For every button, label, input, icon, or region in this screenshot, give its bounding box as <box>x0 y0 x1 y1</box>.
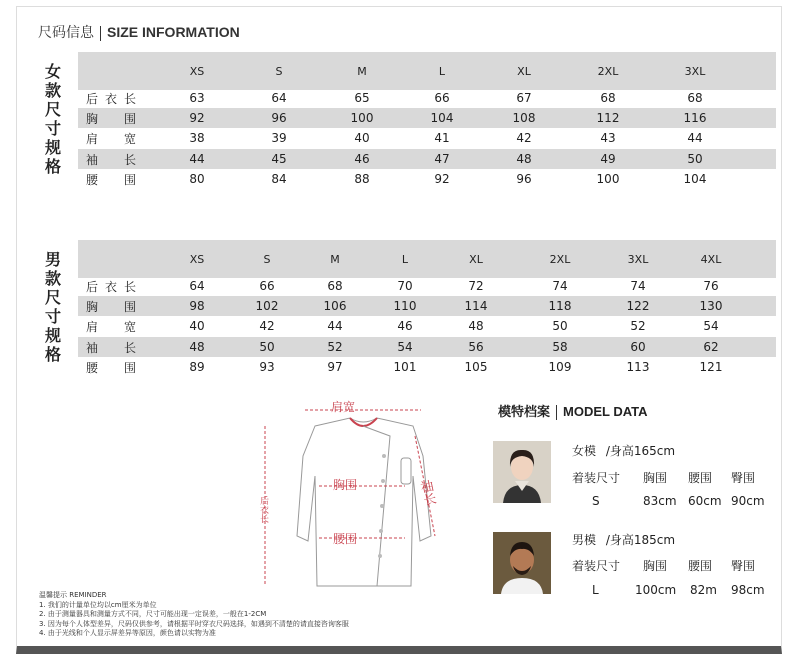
table-cell: 109 <box>548 360 572 374</box>
title-divider <box>100 26 101 41</box>
table-cell: 40 <box>354 131 370 145</box>
table-header-row <box>78 240 776 278</box>
model-title-divider <box>556 405 557 420</box>
table-cell: 88 <box>354 172 370 186</box>
table-cell: 130 <box>699 299 723 313</box>
table-row <box>78 296 776 316</box>
male-hip-header: 臀围 <box>731 559 756 573</box>
table-cell: 110 <box>393 299 417 313</box>
female-height: /身高165cm <box>605 444 676 458</box>
male-hip-value: 98cm <box>731 583 765 597</box>
table-cell: 96 <box>271 111 287 125</box>
male-chest-header: 胸围 <box>643 559 668 573</box>
row-label: 后 衣 长 <box>86 91 136 106</box>
table-cell: 58 <box>552 340 568 354</box>
table-cell: 121 <box>699 360 723 374</box>
table-cell: 89 <box>189 360 205 374</box>
table-cell: 104 <box>683 172 707 186</box>
female-waist-value: 60cm <box>688 494 722 508</box>
table-cell: 49 <box>600 152 616 166</box>
table-cell: 54 <box>397 340 413 354</box>
size-header: XL <box>517 64 531 78</box>
row-label: 腰 围 <box>86 172 136 187</box>
women-side-label <box>42 62 64 176</box>
model-title <box>498 401 648 420</box>
table-cell: 104 <box>430 111 454 125</box>
row-label: 肩 宽 <box>86 131 136 146</box>
table-cell: 63 <box>189 91 205 105</box>
table-cell: 54 <box>703 319 719 333</box>
side-char: 寸 <box>44 307 61 326</box>
side-char: 寸 <box>44 119 61 138</box>
size-header: 2XL <box>549 252 571 266</box>
male-model-photo <box>493 532 551 594</box>
table-cell: 66 <box>434 91 450 105</box>
male-model-info <box>572 531 675 548</box>
table-cell: 47 <box>434 152 450 166</box>
male-fit-label: 着装尺寸 <box>572 559 621 573</box>
waist-label: 腰围 <box>333 532 358 546</box>
female-hip-header: 臀围 <box>731 471 756 485</box>
row-label: 胸 围 <box>86 111 136 126</box>
table-cell: 38 <box>189 131 205 145</box>
table-cell: 101 <box>393 360 417 374</box>
table-cell: 74 <box>552 279 568 293</box>
table-row <box>78 149 776 169</box>
table-cell: 42 <box>259 319 275 333</box>
male-height: /身高185cm <box>605 533 676 547</box>
table-cell: 92 <box>434 172 450 186</box>
model-title-cn: 模特档案 <box>498 405 551 420</box>
table-cell: 56 <box>468 340 484 354</box>
table-cell: 72 <box>468 279 484 293</box>
side-char: 规 <box>44 326 61 345</box>
chef-jacket-illustration <box>245 396 480 601</box>
row-label: 袖 长 <box>86 152 136 167</box>
female-chest-header: 胸围 <box>643 471 668 485</box>
size-header: S <box>263 252 271 266</box>
table-row <box>78 357 776 377</box>
table-cell: 45 <box>271 152 287 166</box>
female-label: 女模 <box>572 444 597 458</box>
table-cell: 52 <box>327 340 343 354</box>
reminder-line: 4. 由于光线和个人显示屏差异等原因，颜色请以实物为准 <box>39 629 216 638</box>
table-cell: 40 <box>189 319 205 333</box>
row-label: 袖 长 <box>86 340 136 355</box>
female-model-photo <box>493 441 551 503</box>
length-label: 后衣长 <box>258 496 268 523</box>
table-cell: 64 <box>271 91 287 105</box>
size-header: XS <box>189 252 205 266</box>
table-cell: 68 <box>327 279 343 293</box>
size-header: XS <box>189 64 205 78</box>
table-cell: 62 <box>703 340 719 354</box>
chest-label: 胸围 <box>333 478 358 492</box>
table-cell: 50 <box>259 340 275 354</box>
title-cn: 尺码信息 <box>38 25 94 41</box>
table-cell: 68 <box>600 91 616 105</box>
table-cell: 46 <box>354 152 370 166</box>
jacket-measurement-diagram <box>245 396 480 601</box>
female-chest-value: 83cm <box>643 494 677 508</box>
side-char: 格 <box>44 345 61 364</box>
table-cell: 74 <box>630 279 646 293</box>
table-cell: 52 <box>630 319 646 333</box>
table-cell: 60 <box>630 340 646 354</box>
table-cell: 102 <box>255 299 279 313</box>
model-title-en: MODEL DATA <box>563 404 648 419</box>
table-cell: 122 <box>626 299 650 313</box>
table-cell: 64 <box>189 279 205 293</box>
reminder-line: 1. 我们的计量单位均以cm厘米为单位 <box>39 600 157 609</box>
table-cell: 76 <box>703 279 719 293</box>
size-header: L <box>401 252 409 266</box>
side-char: 款 <box>44 81 61 100</box>
row-label: 肩 宽 <box>86 319 136 334</box>
table-cell: 68 <box>687 91 703 105</box>
male-chest-value: 100cm <box>635 583 677 597</box>
side-char: 款 <box>44 269 61 288</box>
table-cell: 50 <box>687 152 703 166</box>
men-side-label <box>42 250 64 364</box>
table-cell: 80 <box>189 172 205 186</box>
table-cell: 44 <box>327 319 343 333</box>
table-cell: 113 <box>626 360 650 374</box>
table-cell: 41 <box>434 131 450 145</box>
table-cell: 44 <box>189 152 205 166</box>
table-cell: 48 <box>468 319 484 333</box>
table-row <box>78 276 776 296</box>
table-row <box>78 128 776 148</box>
size-header: XL <box>469 252 483 266</box>
table-cell: 105 <box>464 360 488 374</box>
table-cell: 48 <box>516 152 532 166</box>
size-header: 2XL <box>597 64 619 78</box>
table-cell: 97 <box>327 360 343 374</box>
size-header: M <box>357 64 367 78</box>
shoulder-label: 肩宽 <box>331 400 356 414</box>
sleeve-label: 袖长 <box>416 478 437 508</box>
table-cell: 43 <box>600 131 616 145</box>
row-label: 后 衣 长 <box>86 279 136 294</box>
size-header: M <box>330 252 340 266</box>
table-cell: 66 <box>259 279 275 293</box>
row-label: 腰 围 <box>86 360 136 375</box>
table-cell: 42 <box>516 131 532 145</box>
side-char: 规 <box>44 138 61 157</box>
table-row <box>78 316 776 336</box>
table-cell: 118 <box>548 299 572 313</box>
table-cell: 96 <box>516 172 532 186</box>
table-cell: 48 <box>189 340 205 354</box>
page-title <box>38 22 240 42</box>
female-hip-value: 90cm <box>731 494 765 508</box>
table-cell: 50 <box>552 319 568 333</box>
side-char: 男 <box>44 250 61 269</box>
size-header: 3XL <box>627 252 649 266</box>
male-size: L <box>592 583 599 597</box>
table-cell: 44 <box>687 131 703 145</box>
side-char: 尺 <box>44 100 61 119</box>
male-waist-value: 82m <box>690 583 717 597</box>
male-label: 男模 <box>572 533 597 547</box>
reminder-notes <box>39 591 349 639</box>
reminder-line: 2. 由于测量器具和测量方式不同，尺寸可能出现一定误差，一般在1-2CM <box>39 610 267 619</box>
table-cell: 46 <box>397 319 413 333</box>
table-cell: 106 <box>323 299 347 313</box>
table-cell: 39 <box>271 131 287 145</box>
female-waist-header: 腰围 <box>688 471 713 485</box>
size-header: 4XL <box>700 252 722 266</box>
table-row <box>78 337 776 357</box>
table-row <box>78 169 776 189</box>
title-en: SIZE INFORMATION <box>107 24 240 40</box>
female-size: S <box>592 494 600 508</box>
table-cell: 67 <box>516 91 532 105</box>
table-cell: 98 <box>189 299 205 313</box>
size-header: L <box>438 64 446 78</box>
female-fit-label: 着装尺寸 <box>572 471 621 485</box>
table-cell: 100 <box>350 111 374 125</box>
side-char: 格 <box>44 157 61 176</box>
side-char: 尺 <box>44 288 61 307</box>
table-header-row <box>78 52 776 90</box>
table-cell: 108 <box>512 111 536 125</box>
table-row <box>78 108 776 128</box>
table-cell: 84 <box>271 172 287 186</box>
reminder-title: 温馨提示 REMINDER <box>39 591 107 599</box>
side-char: 女 <box>44 62 61 81</box>
table-cell: 93 <box>259 360 275 374</box>
table-cell: 112 <box>596 111 620 125</box>
male-waist-header: 腰围 <box>688 559 713 573</box>
row-label: 胸 围 <box>86 299 136 314</box>
table-cell: 100 <box>596 172 620 186</box>
reminder-line: 3. 因为每个人体型差异，尺码仅供参考，请根据平时穿衣尺码选择，如遇到不清楚的请直接咨询客服 <box>39 619 349 628</box>
table-row <box>78 88 776 108</box>
table-cell: 92 <box>189 111 205 125</box>
size-header: S <box>275 64 283 78</box>
female-model-info <box>572 442 675 459</box>
table-cell: 70 <box>397 279 413 293</box>
size-header: 3XL <box>684 64 706 78</box>
table-cell: 65 <box>354 91 370 105</box>
table-cell: 114 <box>464 299 488 313</box>
table-cell: 116 <box>683 111 707 125</box>
